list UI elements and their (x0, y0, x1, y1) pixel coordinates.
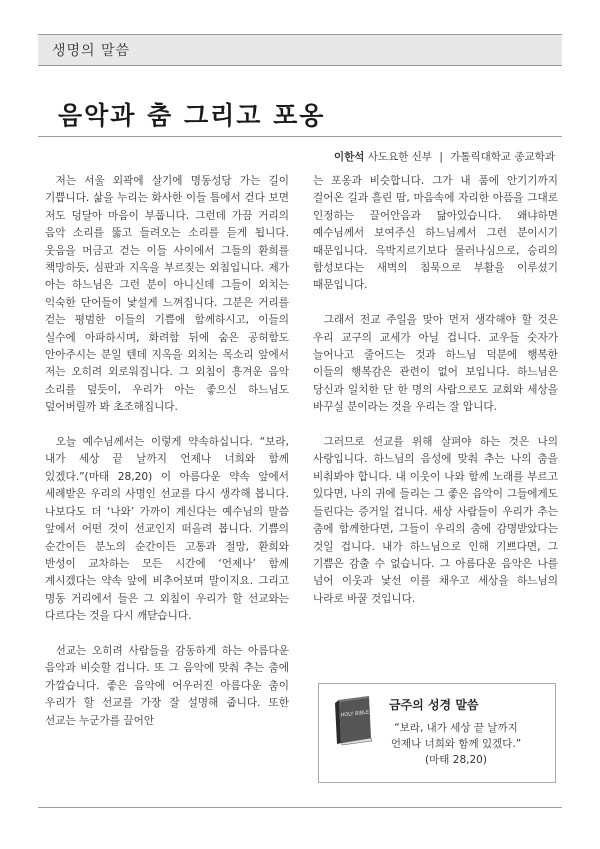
section-label: 생명의 말씀 (52, 43, 131, 59)
verse-reference: (마태 28,20) (425, 754, 487, 766)
body-paragraph: 저는 서울 외곽에 살기에 명동성당 가는 길이 기쁩니다. 삶을 누리는 화사한 이들 틈에서 걷다 보면 저도 덩달아 마음이 부풉니다. 그런데 가끔 거리의 음악 소리를 뚫고 들려오는 소리를 듣게 됩니다. 웃음을 머금고 걷는 이들 사이에서 그들의 환희를 책망하듯, 심판과 지옥을 부르짖는 외침입니다. 제가 아는 하느님은 그런 분이 아니신데 그들이 외치는 익숙한 단어들이 낯설게 느껴집니다. 그분은 거리를 걷는 평범한 이들의 기쁨에 함께하시고, 이들의 실수에 아파하시며, 화려함 뒤에 숨은 공허함도 안아주시는 분일 텐데 지옥을 외치는 목소리 앞에서 저는 오히려 외로워집니다. 그 외침이 흥겨운 음악 소리를 덮듯이, 우리가 아는 좋으신 하느님도 덮어버릴까 봐 초조해집니다. (45, 175, 289, 414)
body-paragraph: 그러므로 선교를 위해 살펴야 하는 것은 나의 사랑입니다. 하느님의 음성에 맞춰 추는 나의 춤을 비춰봐야 합니다. 내 이웃이 나와 함께 노래를 부르고 있다면, 나의 귀에 들리는 그 좋은 음악이 그들에게도 들린다는 증거일 겁니다. 세상 사람들이 우리가 추는 춤에 함께한다면, 그들이 우리의 춤에 감명받았다는 것일 겁니다. 내가 하느님으로 인해 기쁘다면, 그 기쁨은 감출 수 없습니다. 그 아름다운 음악은 나를 넘어 이웃과 낯선 이를 채우고 세상을 하느님의 나라로 바꿀 것입니다. (313, 436, 558, 605)
scripture-verse (363, 720, 549, 768)
title-divider (38, 136, 562, 137)
verse-line: “보라, 내가 세상 끝 날까지 (394, 722, 518, 734)
author-affiliation: 가톨릭대학교 종교학과 (450, 151, 555, 163)
author-byline (334, 149, 555, 164)
byline-separator: | (439, 151, 443, 163)
body-paragraph: 그래서 전교 주일을 맞아 먼저 생각해야 할 것은 우리 교구의 교세가 아닐 겁니다. 교우들 숫자가 늘어나고 줄어드는 것과 하느님 덕분에 행복한 이들의 행복감은 관련이 없어 보입니다. 하느님은 당신과 일치한 단 한 명의 사람으로도 교회와 세상을 바꾸실 분이라는 것을 우리는 잘 압니다. (313, 314, 558, 414)
author-name: 이한석 (334, 151, 365, 163)
body-paragraph: 오늘 예수님께서는 이렇게 약속하십니다. “보라, 내가 세상 끝 날까지 언제나 너희와 함께 있겠다.”(마태 28,20) 이 아름다운 약속 앞에서 세례받은 우리의 사명인 선교를 다시 생각해 봅니다. 나보다도 더 ‘나와’ 가까이 계신다는 예수님의 말씀 앞에서 어떤 것이 선교인지 떠올려 봅니다. 기쁨의 순간이든 분노의 순간이든 고통과 절망, 환희와 반성이 교차하는 모든 시간에 ‘언제나’ 함께 계시겠다는 약속 앞에 비추어보며 말이지요. 그리고 명동 거리에서 들은 그 외침이 우리가 할 선교와는 다르다는 것을 다시 깨닫습니다. (45, 436, 289, 623)
author-title: 사도요한 신부 (367, 151, 432, 163)
footer-divider (38, 807, 562, 808)
body-column-left (45, 173, 289, 747)
section-header-bar (38, 34, 562, 66)
verse-line: 언제나 너희와 함께 있겠다.” (390, 738, 522, 750)
body-paragraph: 는 포옹과 비슷합니다. 그가 내 품에 안기기까지 걸어온 길과 흘린 땀, 마음속에 자리한 아픔을 그대로 인정하는 끌어안음과 닮아있습니다. 왜냐하면 예수님께서 보여주신 하느님께서 그런 분이시기 때문입니다. 윽박지르기보다 물러나심으로, 승리의 함성보다는 새벽의 침묵으로 부활을 이루셨기 때문입니다. (313, 175, 558, 292)
body-column-right (313, 173, 558, 626)
scripture-box-title: 금주의 성경 말씀 (389, 698, 479, 712)
body-paragraph: 선교는 오히려 사람들을 감동하게 하는 아름다운 음악과 비슷할 겁니다. 또 그 음악에 맞춰 추는 춤에 가깝습니다. 좋은 음악에 어우러진 아름다운 춤이 우리가 할 선교를 가장 잘 설명해 줍니다. 또한 선교는 누군가를 끌어안 (45, 644, 289, 727)
scripture-box (318, 683, 556, 783)
article-title: 음악과 춤 그리고 포옹 (58, 101, 326, 130)
bible-icon-label: HOLY BIBLE (340, 709, 370, 719)
